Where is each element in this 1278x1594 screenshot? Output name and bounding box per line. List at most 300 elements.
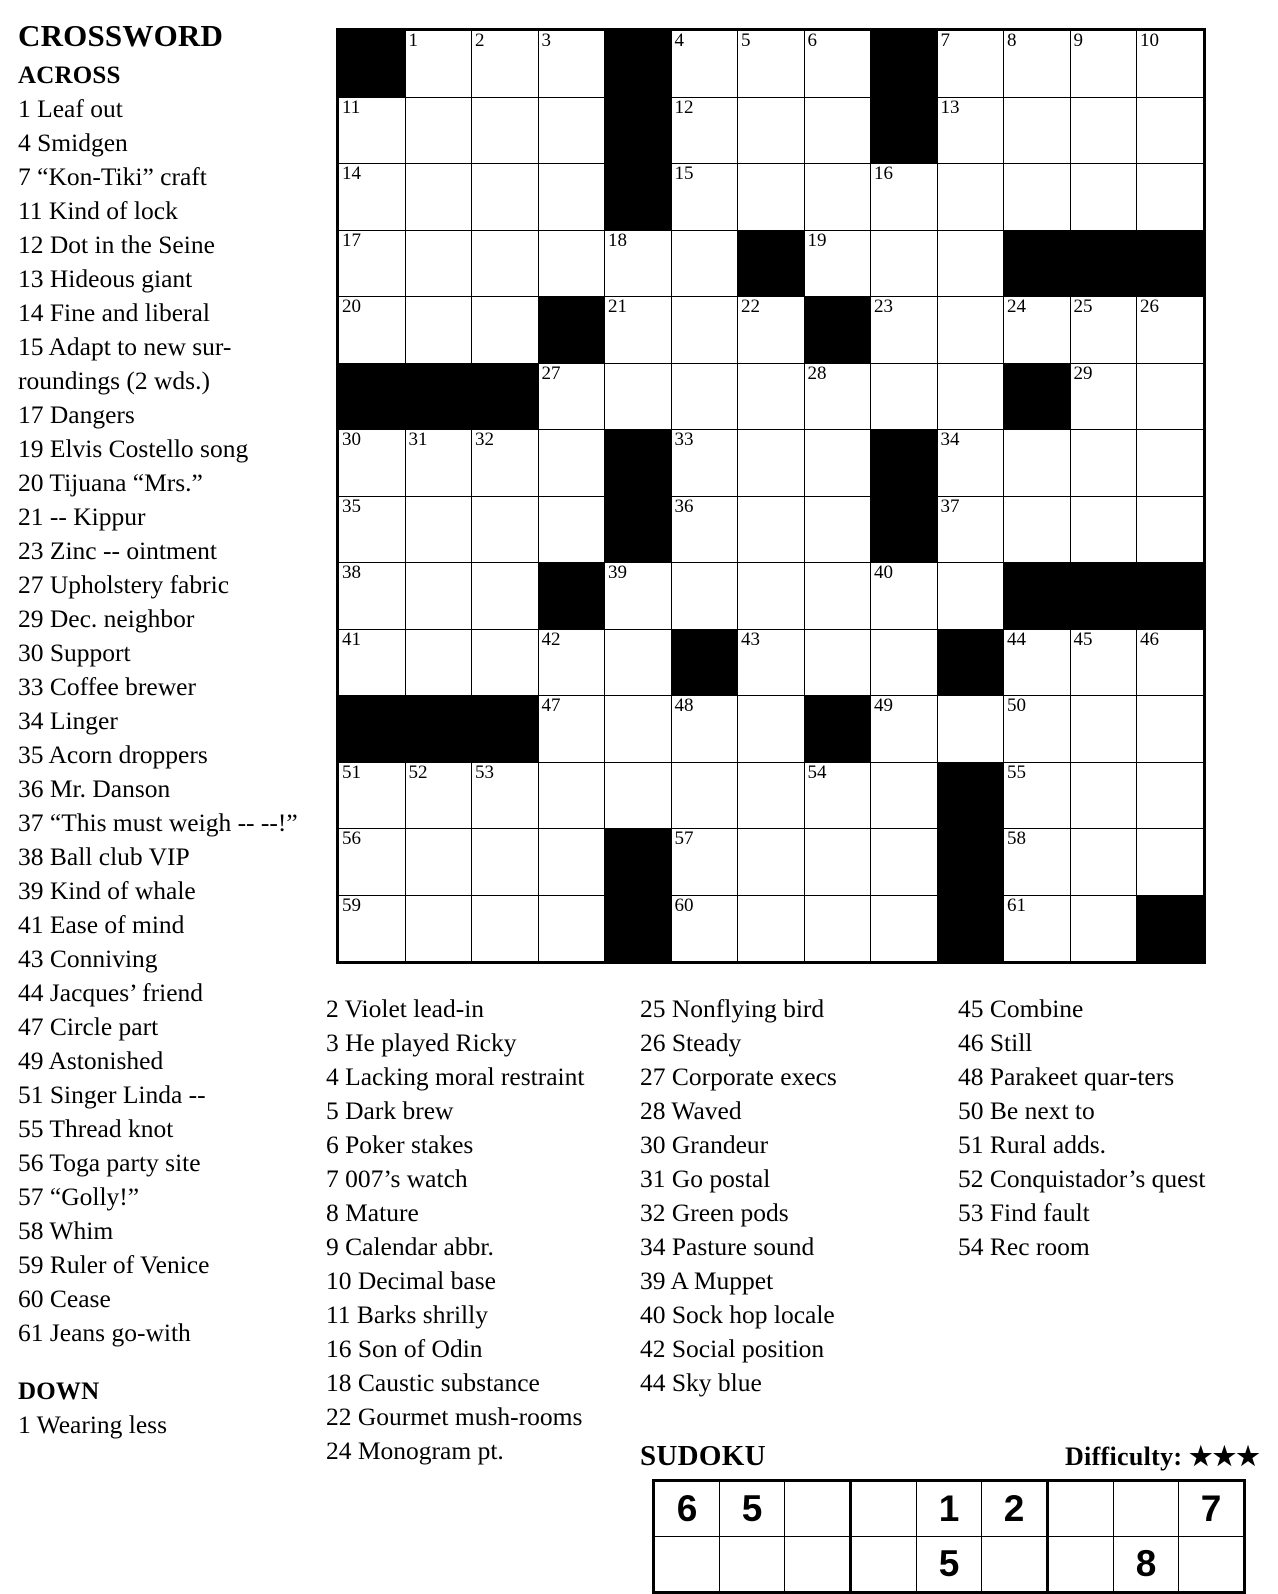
crossword-row [338,563,1205,630]
crossword-cell-number: 60 [674,894,694,916]
crossword-cell[interactable] [338,430,406,497]
crossword-cell[interactable] [472,895,539,963]
crossword-row [338,496,1205,563]
crossword-cell[interactable] [871,164,938,231]
sudoku-cell[interactable] [982,1537,1048,1593]
crossword-block-cell [1070,563,1137,630]
crossword-cell[interactable] [405,30,472,98]
clue-item: 20 Tijuana “Mrs.” [18,468,203,497]
crossword-cell[interactable] [1070,30,1137,98]
crossword-block-cell [671,629,738,696]
crossword-block-cell [605,895,672,963]
sudoku-grid-table[interactable] [652,1479,1246,1594]
clue-item: 27 Upholstery fabric [18,570,230,599]
crossword-cell[interactable] [804,164,871,231]
clue-item: 15 Adapt to new sur-roundings (2 wds.) [18,332,232,395]
crossword-cell[interactable] [871,895,938,963]
crossword-cell[interactable] [1137,629,1205,696]
crossword-cell-number: 52 [408,761,428,783]
crossword-cell[interactable] [738,563,805,630]
crossword-cell[interactable] [738,829,805,896]
crossword-grid[interactable] [336,28,1206,964]
crossword-cell[interactable] [538,230,605,297]
crossword-row [338,97,1205,164]
clue-item: 45 Combine [958,994,1084,1023]
crossword-cell[interactable] [1004,97,1071,164]
clue-item: 4 Smidgen [18,128,128,157]
crossword-cell[interactable] [804,629,871,696]
sudoku-cell[interactable] [785,1481,851,1537]
crossword-block-cell [1004,563,1071,630]
crossword-cell[interactable] [738,97,805,164]
crossword-cell-number: 28 [807,362,827,384]
clue-item: 17 Dangers [18,400,135,429]
sudoku-cell[interactable]: 1 [917,1481,982,1537]
crossword-cell[interactable] [405,496,472,563]
crossword-cell[interactable] [538,829,605,896]
crossword-cell[interactable] [871,363,938,430]
sudoku-cell[interactable]: 6 [654,1481,720,1537]
crossword-cell[interactable] [671,563,738,630]
crossword-cell[interactable] [538,430,605,497]
crossword-cell[interactable] [338,829,406,896]
crossword-cell-number: 29 [1073,362,1093,384]
down-clue-list-part1 [18,1408,318,1442]
crossword-cell[interactable] [1137,297,1205,364]
crossword-cell[interactable] [804,563,871,630]
crossword-cell[interactable] [472,563,539,630]
crossword-cell-number: 42 [541,628,561,650]
crossword-cell[interactable] [804,496,871,563]
crossword-cell[interactable] [871,629,938,696]
crossword-cell[interactable] [538,762,605,829]
crossword-cell[interactable] [738,297,805,364]
crossword-cell[interactable] [1070,430,1137,497]
crossword-cell[interactable] [937,496,1004,563]
crossword-cell[interactable] [1070,297,1137,364]
crossword-cell-number: 10 [1140,30,1159,51]
crossword-cell[interactable] [671,30,738,98]
sudoku-cell[interactable]: 7 [1179,1481,1245,1537]
clue-item: 55 Thread knot [18,1114,174,1143]
crossword-row [338,164,1205,231]
crossword-cell-number: 59 [342,894,361,916]
crossword-block-cell [472,363,539,430]
crossword-cell[interactable] [405,164,472,231]
crossword-cell[interactable] [338,230,406,297]
crossword-cell-number: 50 [1007,695,1026,716]
crossword-cell-number: 24 [1007,296,1026,317]
sudoku-difficulty-label: Difficulty: [1064,1442,1183,1471]
sudoku-row [654,1481,1245,1537]
crossword-cell[interactable] [338,762,406,829]
crossword-grid-table[interactable] [336,28,1206,964]
sudoku-cell[interactable] [1114,1481,1179,1537]
crossword-cell[interactable] [1137,97,1205,164]
crossword-cell-number: 6 [807,30,817,51]
crossword-cell[interactable] [538,164,605,231]
clue-item: 27 Corporate execs [640,1062,837,1091]
clue-item: 56 Toga party site [18,1148,201,1177]
crossword-cell[interactable] [738,629,805,696]
crossword-cell[interactable] [871,297,938,364]
crossword-block-cell [605,30,672,98]
crossword-cell[interactable] [538,895,605,963]
crossword-cell[interactable] [605,297,672,364]
clue-item: 52 Conquistador’s quest [958,1164,1206,1193]
crossword-cell[interactable] [405,230,472,297]
clue-item: 54 Rec room [958,1232,1090,1261]
crossword-cell[interactable] [1137,762,1205,829]
sudoku-cell[interactable] [851,1537,917,1593]
crossword-cell[interactable] [804,829,871,896]
crossword-cell[interactable] [1004,696,1071,763]
crossword-cell[interactable] [538,30,605,98]
down-clue-column-4 [958,992,1258,1264]
crossword-cell[interactable] [1070,363,1137,430]
crossword-cell[interactable] [937,164,1004,231]
crossword-cell[interactable] [1070,696,1137,763]
clue-item: 42 Social position [640,1334,825,1363]
crossword-cell-number: 23 [874,296,893,317]
crossword-cell-number: 41 [342,628,361,650]
crossword-cell-number: 44 [1007,628,1026,650]
crossword-row [338,629,1205,696]
crossword-cell-number: 16 [874,163,893,184]
crossword-cell-number: 39 [608,562,627,583]
crossword-cell-number: 43 [741,628,760,650]
crossword-cell[interactable] [937,30,1004,98]
crossword-block-cell [338,363,406,430]
crossword-cell[interactable] [605,762,672,829]
crossword-row [338,762,1205,829]
crossword-cell-number: 31 [408,429,428,450]
crossword-block-cell [605,496,672,563]
crossword-cell[interactable] [472,829,539,896]
crossword-cell[interactable] [871,829,938,896]
clue-item: 16 Son of Odin [326,1334,483,1363]
sudoku-cell[interactable]: 5 [720,1481,785,1537]
crossword-cell[interactable] [605,629,672,696]
sudoku-cell[interactable] [851,1481,917,1537]
crossword-cell[interactable] [1070,97,1137,164]
page-title: CROSSWORD [18,18,224,53]
crossword-cell[interactable] [671,430,738,497]
crossword-cell-number: 2 [475,30,485,51]
crossword-cell[interactable] [1070,895,1137,963]
crossword-cell-number: 12 [674,96,694,118]
clue-item: 30 Grandeur [640,1130,769,1159]
crossword-block-cell [405,363,472,430]
crossword-cell[interactable] [804,97,871,164]
clue-item: 29 Dec. neighbor [18,604,195,633]
crossword-cell[interactable] [538,629,605,696]
sudoku-cell[interactable]: 8 [1114,1537,1179,1593]
clue-item: 33 Coffee brewer [18,672,196,701]
crossword-cell[interactable] [937,563,1004,630]
crossword-cell[interactable] [472,629,539,696]
crossword-block-cell [605,164,672,231]
crossword-cell-number: 19 [807,229,827,251]
crossword-cell[interactable] [1070,164,1137,231]
clue-item: 50 Be next to [958,1096,1095,1125]
crossword-cell[interactable] [472,762,539,829]
crossword-cell[interactable] [405,430,472,497]
crossword-cell[interactable] [1070,762,1137,829]
crossword-cell[interactable] [671,97,738,164]
clue-item: 57 “Golly!” [18,1182,140,1211]
crossword-cell[interactable] [338,97,406,164]
crossword-cell-number: 37 [940,495,960,517]
crossword-cell-number: 9 [1073,30,1083,51]
crossword-cell[interactable] [671,829,738,896]
crossword-cell[interactable] [405,297,472,364]
crossword-cell[interactable] [338,496,406,563]
crossword-cell[interactable] [1070,629,1137,696]
crossword-cell[interactable] [738,164,805,231]
crossword-cell[interactable] [1004,30,1071,98]
crossword-cell-number: 25 [1073,296,1093,317]
crossword-cell[interactable] [605,696,672,763]
clue-item: 44 Jacques’ friend [18,978,204,1007]
crossword-cell-number: 53 [475,761,494,783]
crossword-row [338,696,1205,763]
crossword-cell[interactable] [338,297,406,364]
crossword-cell-number: 21 [608,296,627,317]
clue-item: 39 A Muppet [640,1266,774,1295]
crossword-cell[interactable] [738,363,805,430]
crossword-block-cell [804,297,871,364]
clue-item: 13 Hideous giant [18,264,193,293]
crossword-cell[interactable] [405,563,472,630]
clue-item: 47 Circle part [18,1012,159,1041]
clue-item: 30 Support [18,638,131,667]
crossword-cell[interactable] [671,895,738,963]
clue-item: 9 Calendar abbr. [326,1232,494,1261]
crossword-cell-number: 5 [741,30,751,51]
crossword-cell[interactable] [338,629,406,696]
crossword-row [338,430,1205,497]
crossword-cell-number: 27 [541,362,561,384]
crossword-block-cell [605,829,672,896]
crossword-cell[interactable] [871,563,938,630]
crossword-block-cell [937,762,1004,829]
crossword-cell[interactable] [1004,430,1071,497]
crossword-cell-number: 11 [342,96,361,118]
crossword-cell[interactable] [871,696,938,763]
crossword-cell-number: 3 [541,30,551,51]
sudoku-cell[interactable] [1048,1537,1114,1593]
crossword-cell[interactable] [671,164,738,231]
crossword-cell[interactable] [1004,895,1071,963]
crossword-cell[interactable] [804,895,871,963]
crossword-cell[interactable] [405,762,472,829]
crossword-cell[interactable] [1137,164,1205,231]
crossword-cell[interactable] [405,895,472,963]
crossword-cell-number: 47 [541,695,561,716]
crossword-cell[interactable] [605,363,672,430]
crossword-cell-number: 51 [342,761,361,783]
sudoku-cell[interactable] [720,1537,785,1593]
crossword-cell-number: 13 [940,96,960,118]
crossword-block-cell [538,297,605,364]
clue-item: 39 Kind of whale [18,876,196,905]
clue-item: 1 Leaf out [18,94,123,123]
clue-item: 34 Linger [18,706,118,735]
crossword-cell[interactable] [1004,829,1071,896]
crossword-cell-number: 35 [342,495,361,517]
crossword-cell[interactable] [472,430,539,497]
crossword-block-cell [937,829,1004,896]
crossword-cell[interactable] [937,97,1004,164]
crossword-cell-number: 49 [874,695,893,716]
sudoku-cell[interactable]: 2 [982,1481,1048,1537]
crossword-block-cell [1137,563,1205,630]
crossword-block-cell [937,629,1004,696]
sudoku-section [640,1440,1260,1594]
crossword-cell[interactable] [538,97,605,164]
clue-item: 34 Pasture sound [640,1232,815,1261]
crossword-cell[interactable] [1137,30,1205,98]
across-clue-list [18,92,318,1350]
crossword-cell[interactable] [671,297,738,364]
crossword-cell-number: 20 [342,296,361,317]
crossword-cell[interactable] [1070,829,1137,896]
crossword-cell[interactable] [405,629,472,696]
crossword-cell[interactable] [1137,430,1205,497]
crossword-cell[interactable] [804,230,871,297]
crossword-block-cell [871,97,938,164]
sudoku-cell[interactable] [1179,1537,1245,1593]
crossword-cell-number: 30 [342,429,361,450]
crossword-cell[interactable] [338,895,406,963]
crossword-cell[interactable] [804,30,871,98]
crossword-cell[interactable] [937,230,1004,297]
crossword-cell[interactable] [1004,297,1071,364]
crossword-cell[interactable] [738,30,805,98]
down-heading: DOWN [18,1378,100,1405]
clue-item: 3 He played Ricky [326,1028,517,1057]
crossword-cell[interactable] [1004,496,1071,563]
crossword-cell[interactable] [804,430,871,497]
clue-item: 41 Ease of mind [18,910,185,939]
crossword-cell-number: 1 [408,30,418,51]
crossword-cell[interactable] [472,297,539,364]
crossword-block-cell [871,496,938,563]
crossword-cell-number: 40 [874,562,893,583]
down-clue-column-2 [326,992,616,1468]
clue-item: 36 Mr. Danson [18,774,171,803]
crossword-cell[interactable] [472,97,539,164]
crossword-cell-number: 26 [1140,296,1159,317]
crossword-cell[interactable] [671,696,738,763]
crossword-cell[interactable] [738,696,805,763]
crossword-cell[interactable] [738,762,805,829]
crossword-cell[interactable] [1137,363,1205,430]
crossword-cell-number: 33 [674,429,694,450]
crossword-cell[interactable] [1004,762,1071,829]
clue-item: 18 Caustic substance [326,1368,540,1397]
crossword-cell[interactable] [871,230,938,297]
crossword-cell-number: 22 [741,296,760,317]
crossword-cell[interactable] [804,363,871,430]
clue-item: 43 Conniving [18,944,158,973]
crossword-cell[interactable] [1070,496,1137,563]
across-clue-column [18,18,318,1442]
sudoku-difficulty [1065,1442,1260,1472]
crossword-cell[interactable] [405,97,472,164]
crossword-block-cell [738,230,805,297]
crossword-cell[interactable] [671,496,738,563]
clue-item: 53 Find fault [958,1198,1090,1227]
clue-item: 7 “Kon-Tiki” craft [18,162,207,191]
crossword-cell[interactable] [1137,696,1205,763]
crossword-cell[interactable] [1004,164,1071,231]
crossword-row [338,895,1205,963]
clue-item: 49 Astonished [18,1046,164,1075]
crossword-cell[interactable] [405,829,472,896]
clue-item: 11 Kind of lock [18,196,178,225]
clue-item: 22 Gourmet mush-rooms [326,1402,583,1431]
sudoku-cell[interactable] [1048,1481,1114,1537]
crossword-cell[interactable] [1137,496,1205,563]
crossword-row [338,30,1205,98]
sudoku-cell[interactable] [785,1537,851,1593]
clue-item: 60 Cease [18,1284,111,1313]
crossword-block-cell [871,430,938,497]
crossword-cell[interactable] [937,696,1004,763]
crossword-cell[interactable] [472,230,539,297]
crossword-cell[interactable] [538,696,605,763]
crossword-cell[interactable] [871,762,938,829]
crossword-cell[interactable] [1004,629,1071,696]
crossword-cell[interactable] [738,430,805,497]
crossword-cell[interactable] [472,496,539,563]
crossword-cell[interactable] [671,762,738,829]
crossword-cell[interactable] [804,762,871,829]
crossword-cell-number: 18 [608,229,627,251]
crossword-cell[interactable] [605,563,672,630]
crossword-cell[interactable] [605,230,672,297]
crossword-cell[interactable] [937,363,1004,430]
crossword-cell[interactable] [338,563,406,630]
crossword-cell[interactable] [338,164,406,231]
crossword-cell[interactable] [671,230,738,297]
crossword-block-cell [538,563,605,630]
crossword-cell-number: 34 [940,429,960,450]
sudoku-header [640,1440,1260,1473]
clue-item: 37 “This must weigh -- --!” [18,808,298,837]
crossword-cell[interactable] [738,895,805,963]
crossword-cell[interactable] [671,363,738,430]
clue-item: 61 Jeans go-with [18,1318,191,1347]
crossword-cell[interactable] [538,496,605,563]
clue-item: 11 Barks shrilly [326,1300,488,1329]
crossword-cell[interactable] [738,496,805,563]
sudoku-cell[interactable] [654,1537,720,1593]
clue-item: 46 Still [958,1028,1033,1057]
crossword-cell[interactable] [472,164,539,231]
clue-item: 12 Dot in the Seine [18,230,215,259]
crossword-cell[interactable] [538,363,605,430]
crossword-row [338,363,1205,430]
crossword-cell[interactable] [472,30,539,98]
crossword-cell[interactable] [937,430,1004,497]
sudoku-cell[interactable]: 5 [917,1537,982,1593]
clue-item: 40 Sock hop locale [640,1300,835,1329]
crossword-cell[interactable] [937,297,1004,364]
crossword-cell[interactable] [1137,829,1205,896]
